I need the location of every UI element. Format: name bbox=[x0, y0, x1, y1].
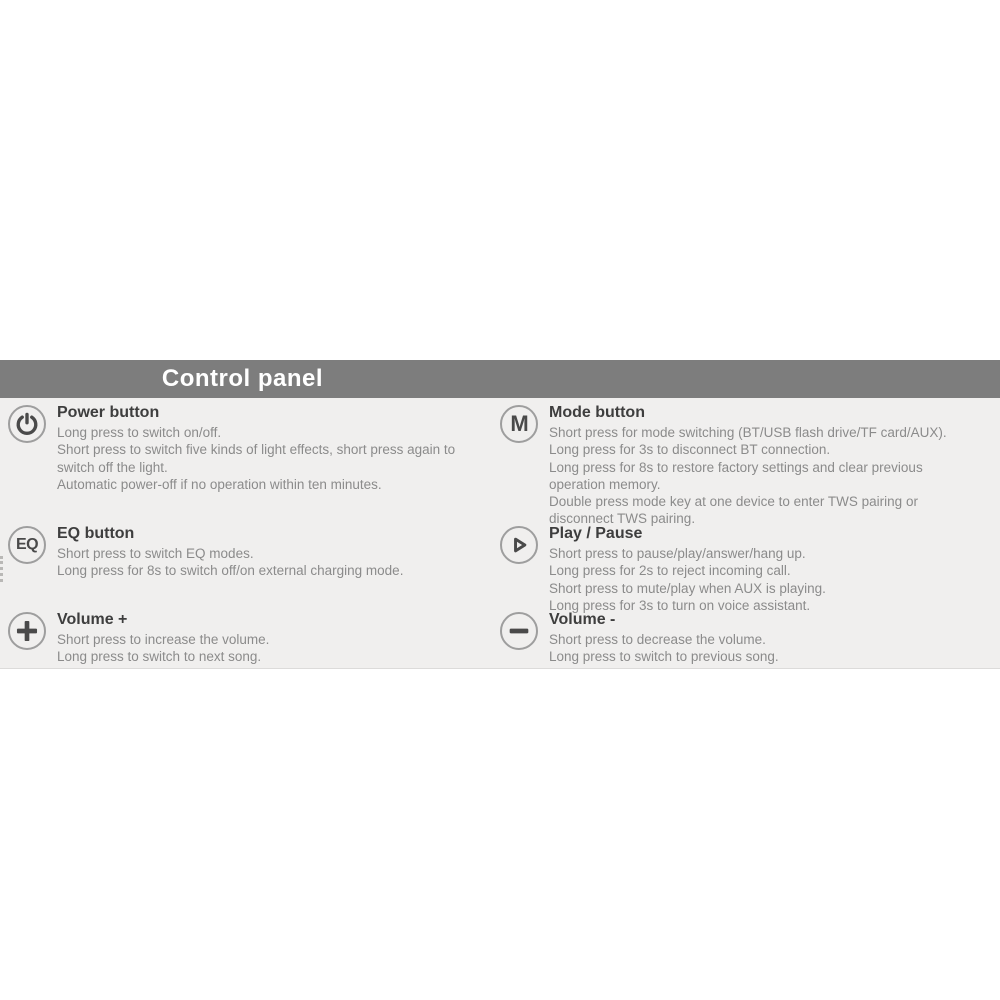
item-line: Short press to increase the volume. bbox=[57, 632, 270, 647]
eq-icon-label: EQ bbox=[15, 536, 39, 553]
control-item-volume-minus bbox=[500, 610, 981, 666]
page-title: Control panel bbox=[161, 365, 324, 392]
control-item-mode bbox=[500, 403, 981, 528]
control-item-play-pause bbox=[500, 524, 981, 614]
volume-plus-icon bbox=[8, 612, 46, 650]
eq-icon bbox=[8, 526, 46, 564]
item-line: Short press to decrease the volume. bbox=[549, 632, 766, 647]
item-line: Short press for mode switching (BT/USB flash drive/TF card/AUX). bbox=[549, 425, 947, 440]
item-title: EQ button bbox=[57, 525, 135, 542]
control-item-eq bbox=[8, 524, 485, 580]
control-panel-body bbox=[0, 398, 1000, 669]
item-line: Long press for 3s to turn on voice assistant. bbox=[549, 597, 811, 613]
item-line: Double press mode key at one device to enter TWS pairing or disconnect TWS pairing. bbox=[549, 494, 918, 527]
power-icon bbox=[8, 405, 46, 443]
item-line: Short press to mute/play when AUX is playing. bbox=[549, 580, 826, 596]
item-line: Automatic power-off if no operation within ten minutes. bbox=[57, 476, 382, 492]
item-title: Volume - bbox=[549, 611, 616, 628]
play-pause-icon bbox=[500, 526, 538, 564]
mode-icon-label: M bbox=[510, 411, 528, 436]
item-title: Mode button bbox=[549, 404, 645, 421]
item-title: Power button bbox=[57, 404, 160, 421]
item-line: Long press to switch to previous song. bbox=[549, 649, 779, 665]
item-line: Long press for 2s to reject incoming call. bbox=[549, 563, 791, 579]
page-edge-dots bbox=[0, 556, 3, 582]
item-line: Long press to switch on/off. bbox=[57, 425, 222, 440]
item-line: Long press to switch to next song. bbox=[57, 649, 262, 665]
item-line: Short press to switch five kinds of light effects, short press again to switch off the light. bbox=[57, 442, 456, 475]
item-line: Long press for 3s to disconnect BT connection. bbox=[549, 442, 831, 458]
volume-minus-icon bbox=[500, 612, 538, 650]
item-line: Long press for 8s to restore factory settings and clear previous operation memory. bbox=[549, 459, 923, 492]
mode-icon bbox=[500, 405, 538, 443]
item-line: Long press for 8s to switch off/on external charging mode. bbox=[57, 563, 404, 579]
control-item-volume-plus bbox=[8, 610, 485, 666]
item-title: Play / Pause bbox=[549, 525, 643, 542]
section-header-bar bbox=[0, 360, 1000, 398]
item-line: Short press to switch EQ modes. bbox=[57, 546, 254, 561]
control-item-power bbox=[8, 403, 485, 493]
item-line: Short press to pause/play/answer/hang up. bbox=[549, 546, 806, 561]
item-title: Volume + bbox=[57, 611, 128, 628]
